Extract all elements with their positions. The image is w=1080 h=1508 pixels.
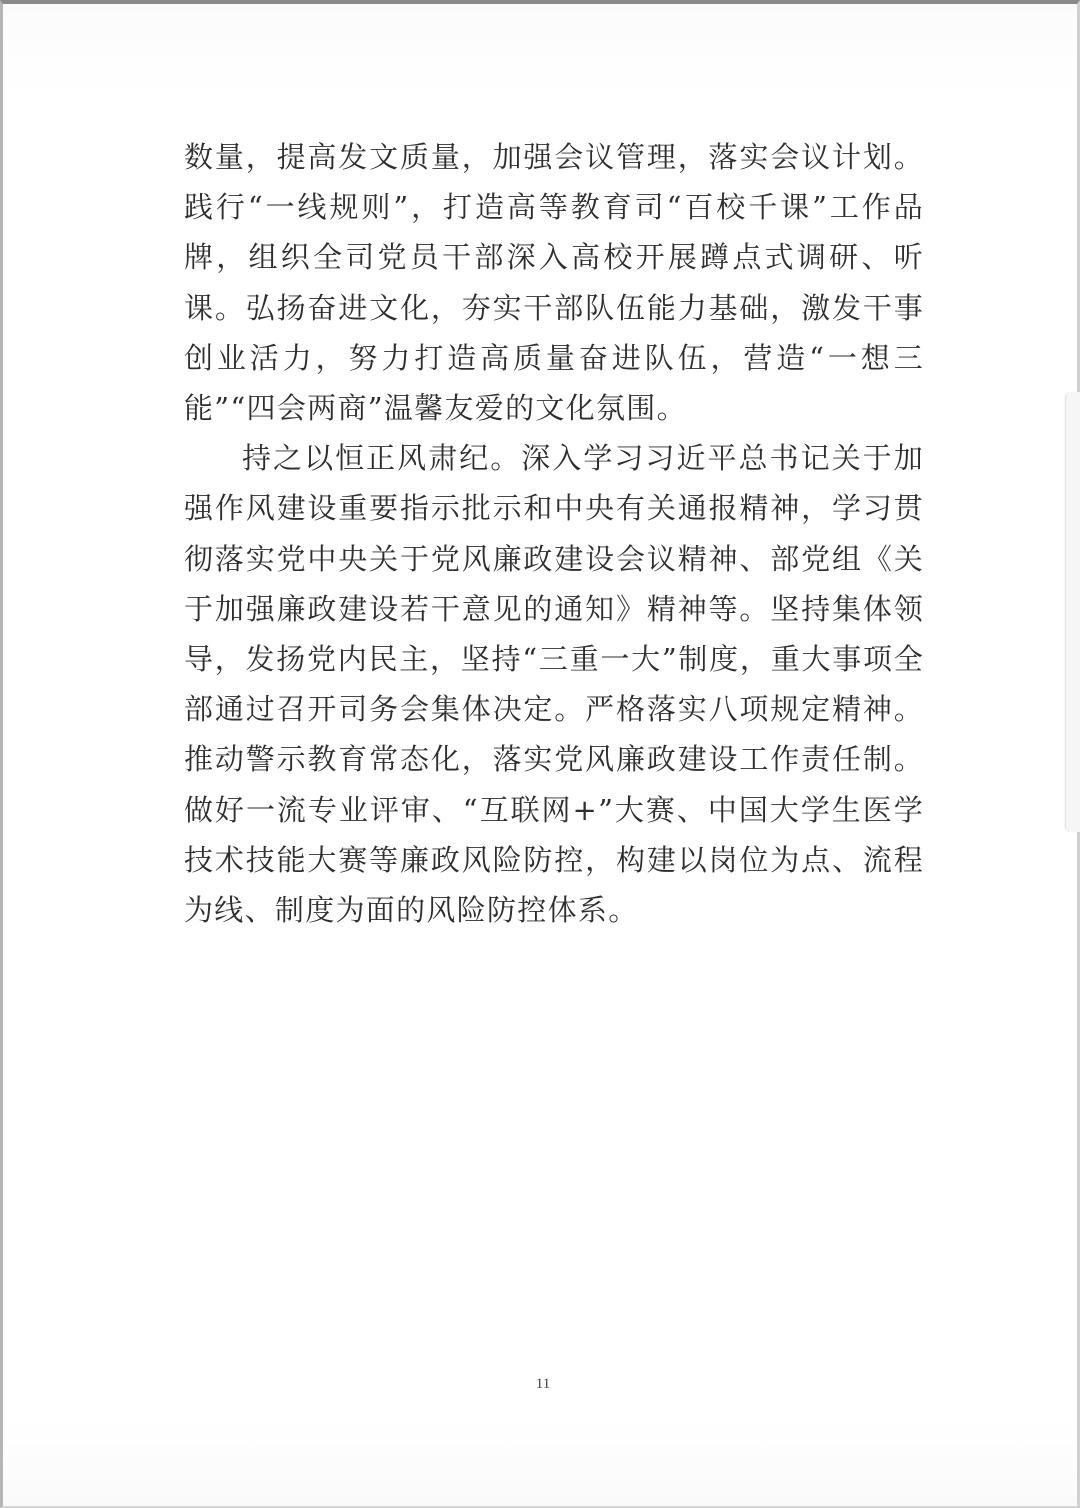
paragraph-continued: 数量，提高发文质量，加强会议管理，落实会议计划。践行“一线规则”，打造高等教育司“百校千课”工作品牌，组织全司党员干部深入高校开展蹲点式调研、听课。弘扬奋进文化，夯实干部队伍能力基础，激发干事创业活力，努力打造高质量奋进队伍，营造“一想三能”“四会两商”温馨友爱的文化氛围。 bbox=[184, 140, 924, 426]
page-body bbox=[184, 132, 924, 935]
page-number: 11 bbox=[535, 1376, 551, 1392]
paragraph-discipline: 持之以恒正风肃纪。深入学习习近平总书记关于加强作风建设重要指示批示和中央有关通报精神，学习贯彻落实党中央关于党风廉政建设会议精神、部党组《关于加强廉政建设若干意见的通知》精神等。坚持集体领导，发扬党内民主，坚持“三重一大”制度，重大事项全部通过召开司务会集体决定。严格落实八项规定精神。推动警示教育常态化，落实党风廉政建设工作责任制。做好一流专业评审、“互联网+”大赛、中国大学生医学技术技能大赛等廉政风险防控，构建以岗位为点、流程为线、制度为面的风险防控体系。 bbox=[184, 441, 924, 928]
scroll-handle[interactable] bbox=[1065, 392, 1080, 832]
